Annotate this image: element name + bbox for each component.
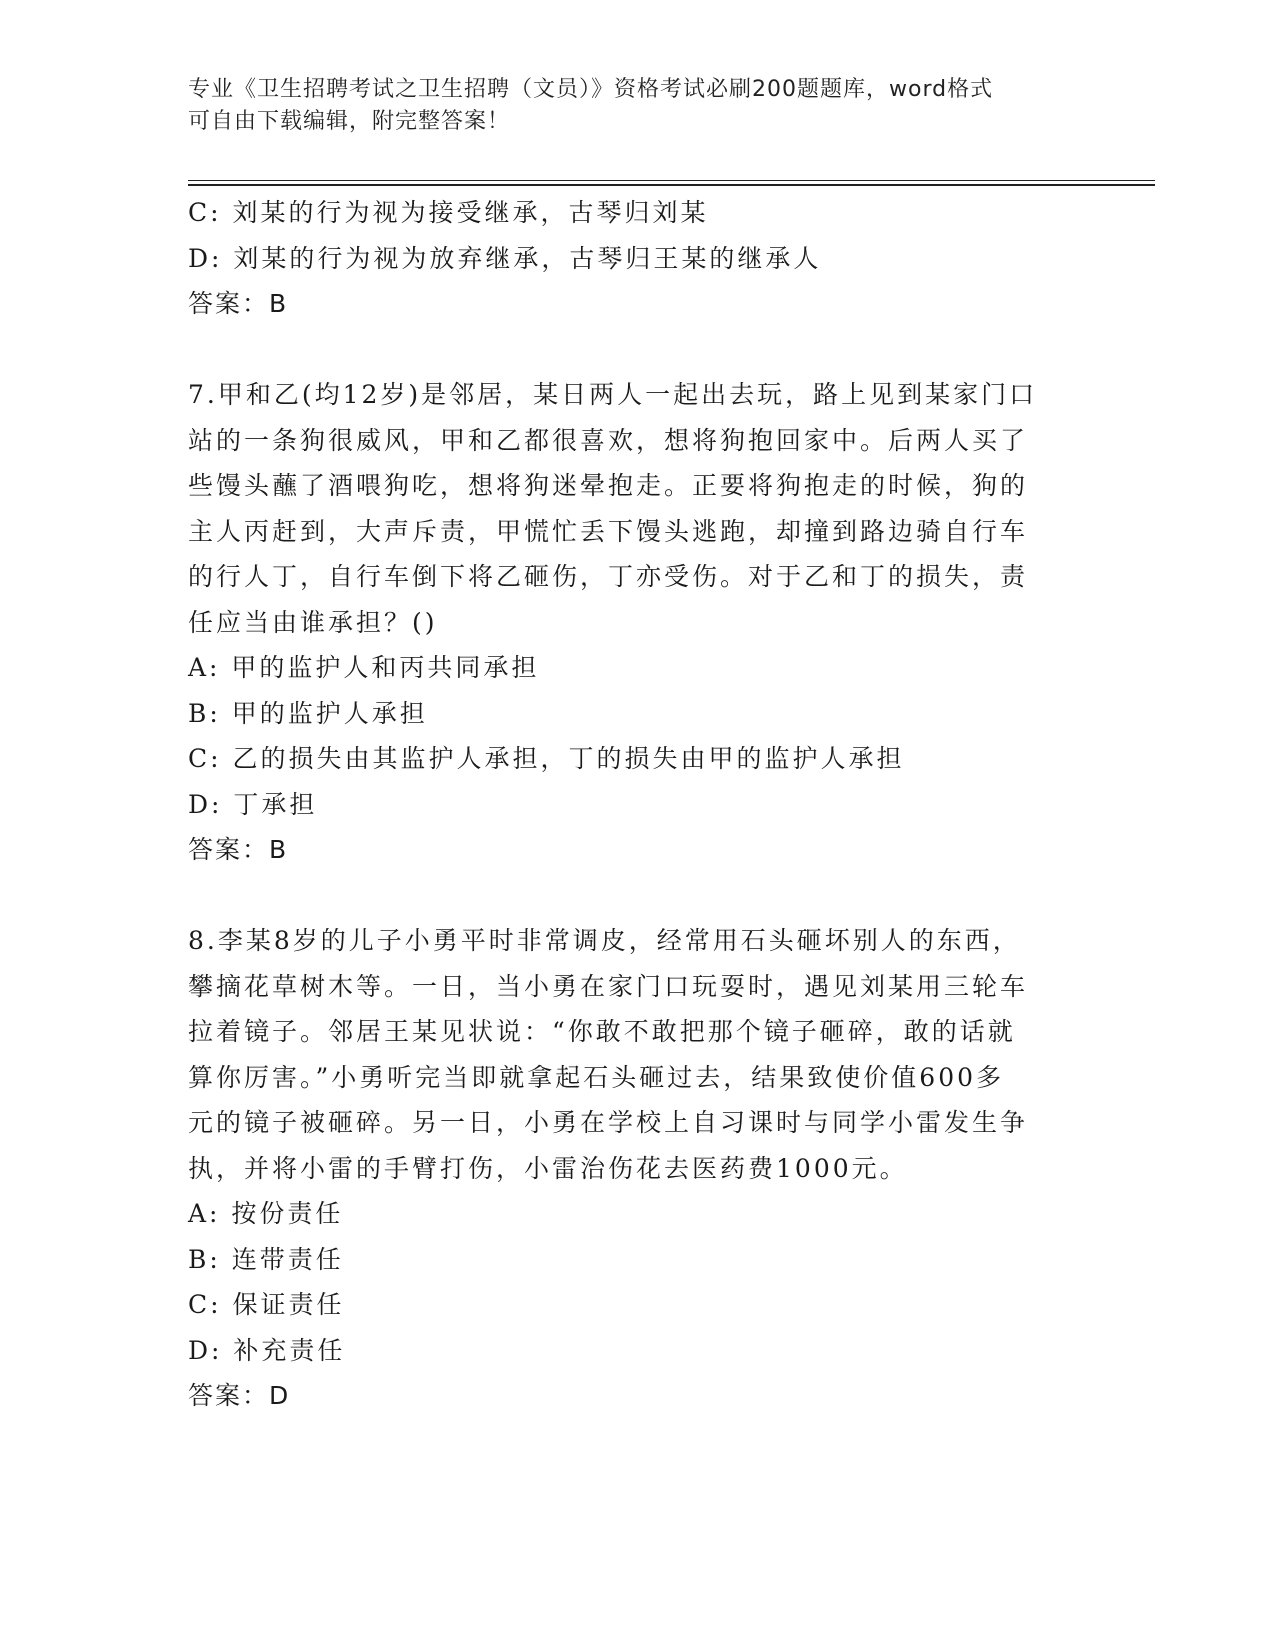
q8-option-d: D: 补充责任: [188, 1335, 346, 1365]
q8-stem-line: 8.李某8岁的儿子小勇平时非常调皮，经常用石头砸坏别人的东西，: [188, 926, 1021, 955]
header-line-1: 专业《卫生招聘考试之卫生招聘（文员）》资格考试必刷200题题库，word格式: [188, 77, 994, 102]
header-line-2: 可自由下载编辑，附完整答案！: [188, 109, 511, 134]
q7-option-a: A: 甲的监护人和丙共同承担: [188, 653, 540, 682]
question-8: [188, 918, 1068, 1419]
q7-stem-line: 站的一条狗很威风，甲和乙都很喜欢，想将狗抱回家中。后两人买了: [188, 425, 1029, 455]
q8-stem-line: 拉着镜子。邻居王某见状说：“你敢不敢把那个镜子砸碎，敢的话就: [188, 1017, 1016, 1046]
document-header: [188, 74, 1068, 138]
q8-stem-line: 算你厉害。”小勇听完当即就拿起石头砸过去，结果致使价值600多: [188, 1062, 1005, 1092]
q7-stem-line: 些馒头蘸了酒喂狗吃，想将狗迷晕抱走。正要将狗抱走的时候，狗的: [188, 471, 1029, 500]
q7-stem-line: 7.甲和乙(均12岁)是邻居，某日两人一起出去玩，路上见到某家门口: [188, 380, 1038, 409]
q7-stem-line: 任应当由谁承担？(): [188, 607, 438, 637]
q6-option-d: D: 刘某的行为视为放弃继承，古琴归王某的继承人: [188, 243, 822, 273]
question-7: [188, 372, 1068, 873]
q8-stem-line: 攀摘花草树木等。一日，当小勇在家门口玩耍时，遇见刘某用三轮车: [188, 971, 1029, 1001]
q8-option-a: A: 按份责任: [188, 1199, 344, 1228]
q7-option-c: C: 乙的损失由其监护人承担，丁的损失由甲的监护人承担: [188, 744, 905, 773]
q7-option-d: D: 丁承担: [188, 789, 318, 819]
spacer: [188, 873, 1068, 919]
header-divider-thick: [188, 184, 1155, 186]
q6-answer: 答案：B: [188, 289, 289, 318]
header-divider-thin: [188, 180, 1155, 181]
document-body: [188, 190, 1068, 1419]
q8-option-c: C: 保证责任: [188, 1290, 345, 1319]
q7-stem-line: 的行人丁，自行车倒下将乙砸伤，丁亦受伤。对于乙和丁的损失，责: [188, 562, 1029, 591]
q7-answer: 答案：B: [188, 835, 289, 864]
q8-stem-line: 执，并将小雷的手臂打伤，小雷治伤花去医药费1000元。: [188, 1153, 908, 1183]
q8-stem-line: 元的镜子被砸碎。另一日，小勇在学校上自习课时与同学小雷发生争: [188, 1108, 1029, 1137]
spacer: [188, 327, 1068, 373]
q6-option-c: C: 刘某的行为视为接受继承，古琴归刘某: [188, 198, 709, 227]
q7-option-b: B: 甲的监护人承担: [188, 698, 428, 728]
q7-stem-line: 主人丙赶到，大声斥责，甲慌忙丢下馒头逃跑，却撞到路边骑自行车: [188, 516, 1029, 546]
q8-answer: 答案：D: [188, 1381, 291, 1410]
q8-option-b: B: 连带责任: [188, 1244, 344, 1274]
